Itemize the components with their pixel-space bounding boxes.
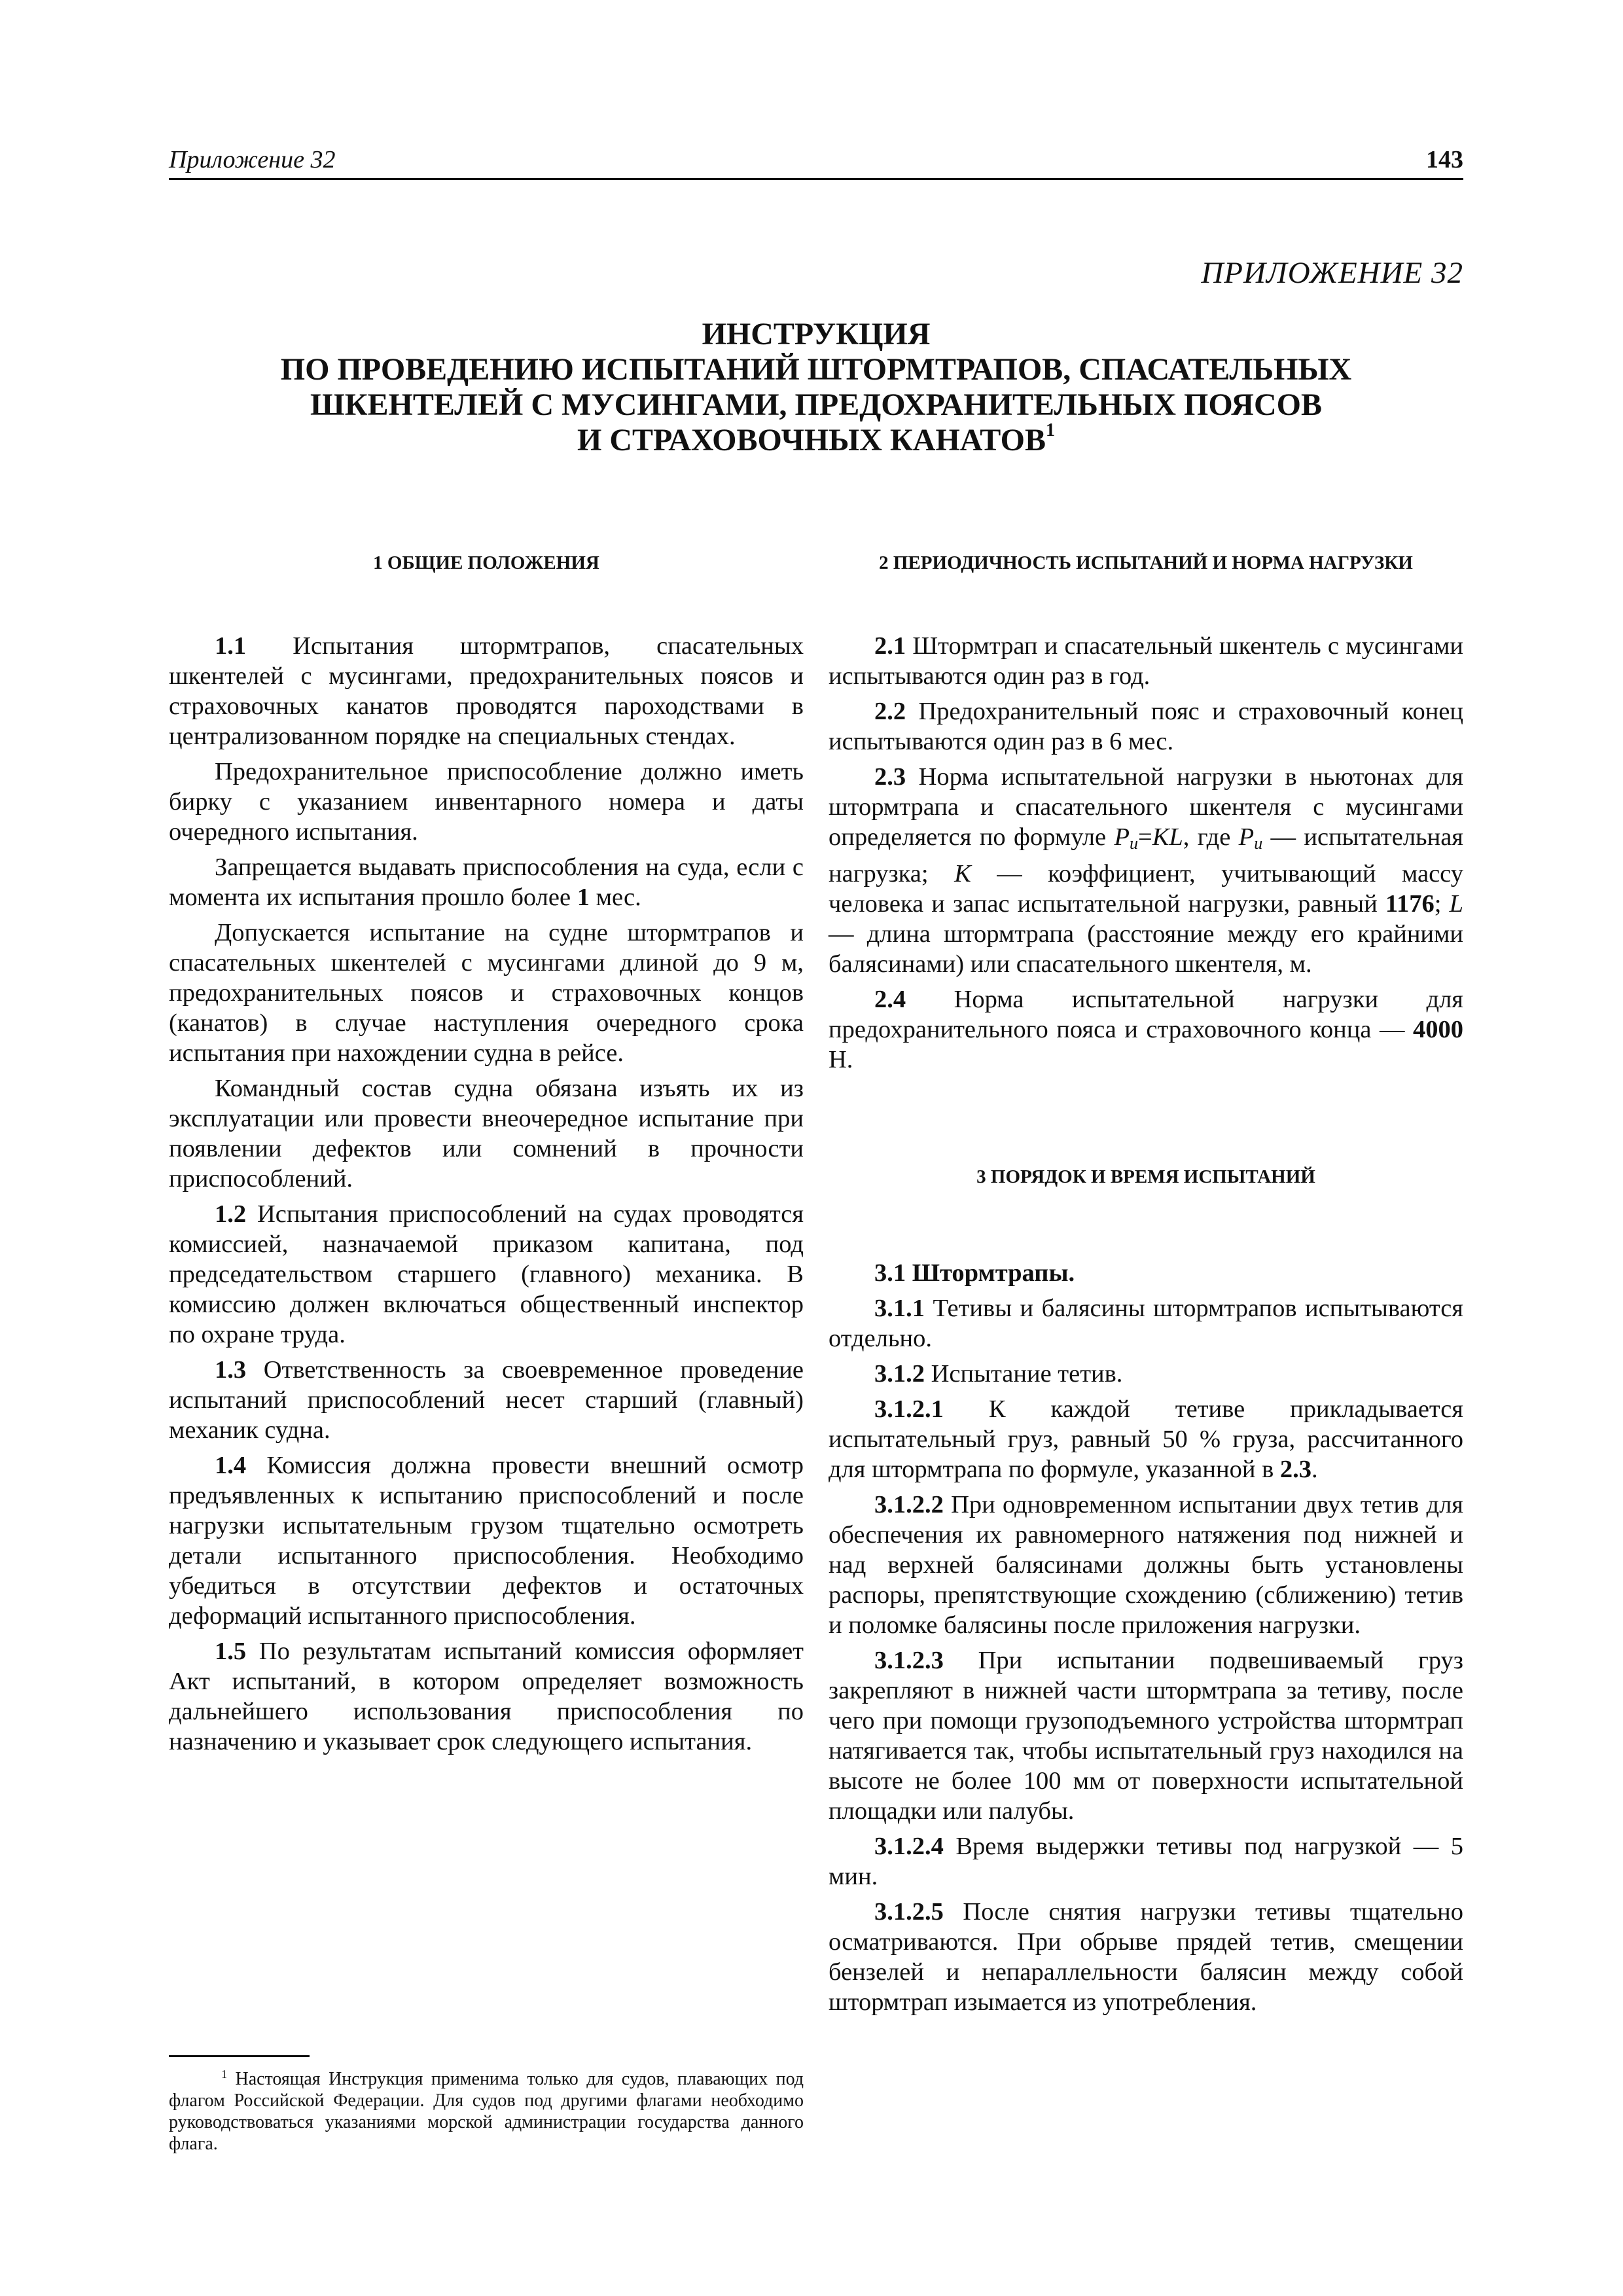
clause-number: 3.1.1: [874, 1295, 925, 1322]
paragraph-1-1-d: [169, 918, 804, 1068]
appendix-label: ПРИЛОЖЕНИЕ 32: [1201, 256, 1463, 290]
paragraph-text: К каждой тетиве прикладывается испытательный груз, равный 50 % груза, рассчитанного для штормтрапа по формуле, указанной в: [829, 1395, 1464, 1483]
paragraph-text: Н.: [829, 1046, 853, 1073]
paragraph-text: Командный состав судна обязана изъять их из эксплуатации или провести внеочередное испытание при появлении дефектов или сомнений в прочности приспособлений.: [169, 1075, 804, 1193]
subsection-heading: 3.1 Штормтрапы.: [874, 1259, 1075, 1287]
bold-value: 4000: [1413, 1016, 1463, 1043]
formula-P: P: [1114, 823, 1130, 851]
bold-value: 1176: [1385, 890, 1435, 918]
clause-number: 2.3: [874, 763, 906, 791]
page-number: 143: [1426, 146, 1463, 173]
formula-KL: KL: [1152, 823, 1183, 851]
right-column: [829, 550, 1463, 2022]
clause-number: 1.4: [215, 1452, 247, 1479]
paragraph-text: — длина штормтрапа (расстояние между его крайними балясинами) или спасательного шкентеля, м.: [829, 920, 1463, 978]
paragraph-1-5: [169, 1636, 804, 1757]
left-column: [169, 550, 804, 1762]
paragraph-text: Норма испытательной нагрузки для предохранительного пояса и страховочного конца —: [829, 986, 1464, 1043]
symbol-subscript: и: [1254, 834, 1263, 853]
paragraph-text: При одновременном испытании двух тетив для обеспечения их равномерного натяжения под нижней и над верхней балясинами должны быть установлены распоры, препятствующие схождению (сближению) тетив и поломке балясины после приложения нагрузки.: [829, 1491, 1463, 1639]
clause-number: 3.1.2.1: [874, 1395, 944, 1423]
paragraph-text: Предохранительное приспособление должно иметь бирку с указанием инвентарного номера и даты очередного испытания.: [169, 758, 804, 846]
document-title: [169, 317, 1463, 458]
paragraph-text: Время выдержки тетивы под нагрузкой — 5 мин.: [829, 1833, 1463, 1890]
paragraph-text: Норма испытательной нагрузки в ньютонах для штормтрапа и спасательного шкентеля с мусингами определяется по формуле: [829, 763, 1463, 851]
clause-number: 2.1: [874, 632, 906, 660]
paragraph-text: Ответственность за своевременное проведение испытаний приспособлений несет старший (главный) механик судна.: [169, 1356, 804, 1444]
paragraph-2-1: [829, 631, 1463, 691]
footnote: [169, 2068, 804, 2155]
footnote-text: Настоящая Инструкция применима только для судов, плавающих под флагом Российской Федерации. Для судов под другими флагами необходимо руководствоваться указаниями морской администрации государства данного флага.: [169, 2069, 804, 2154]
title-line-4-text: И СТРАХОВОЧНЫХ КАНАТОВ: [577, 423, 1046, 457]
section-1-title: 1 ОБЩИЕ ПОЛОЖЕНИЯ: [373, 552, 599, 573]
paragraph-text: Предохранительный пояс и страховочный конец испытываются один раз в 6 мес.: [829, 698, 1463, 755]
paragraph-text: Испытания штормтрапов, спасательных шкентелей с мусингами, предохранительных поясов и страховочных канатов проводятся пароходствами в централизованном порядке на специальных стендах.: [169, 632, 804, 750]
clause-number: 2.2: [874, 698, 906, 725]
clause-number: 3.1.2.4: [874, 1833, 944, 1860]
paragraph-text: Тетивы и балясины штормтрапов испытываются отдельно.: [829, 1295, 1463, 1352]
symbol-P: P: [1238, 823, 1255, 851]
paragraph-3-1-2-3: [829, 1645, 1463, 1826]
paragraph-text: Штормтрап и спасательный шкентель с мусингами испытываются один раз в год.: [829, 632, 1463, 690]
paragraph-text: , где: [1183, 823, 1231, 851]
paragraph-1-3: [169, 1355, 804, 1445]
paragraph-text: При испытании подвешиваемый груз закрепляют в нижней части штормтрапа за тетиву, после чего при помощи грузоподъемного устройства штормтрап натягивается так, чтобы испытательный груз находился на высоте не более 100 мм от поверхности испытательной площадки или палубы.: [829, 1647, 1463, 1825]
paragraph-text: — испытательная нагрузка;: [829, 823, 1464, 888]
clause-number: 1.5: [215, 1638, 247, 1665]
running-title: Приложение 32: [169, 146, 336, 173]
paragraph-1-1-c: [169, 852, 804, 912]
paragraph-text: мес.: [596, 884, 641, 911]
paragraph-3-1-2: [829, 1359, 1463, 1389]
section-2-title: 2 ПЕРИОДИЧНОСТЬ ИСПЫТАНИЙ И НОРМА НАГРУЗКИ: [879, 552, 1413, 573]
paragraph-text: Испытание тетив.: [931, 1360, 1123, 1388]
formula-equals: =: [1137, 823, 1152, 851]
header-rule: [169, 178, 1463, 180]
paragraph-text: Запрещается выдавать приспособления на суда, если с момента их испытания прошло более: [169, 853, 804, 911]
symbol-L: L: [1449, 890, 1464, 918]
title-footnote-mark: 1: [1045, 420, 1055, 440]
paragraph-text: После снятия нагрузки тетивы тщательно осматриваются. При обрыве прядей тетив, смещении бензелей и непараллельности балясин между собой штормтрап изымается из употребления.: [829, 1898, 1464, 2016]
paragraph-2-2: [829, 696, 1463, 757]
running-head: [169, 145, 1463, 179]
formula-subscript: и: [1129, 834, 1138, 853]
clause-number: 3.1.2.5: [874, 1898, 944, 1926]
clause-number: 1.3: [215, 1356, 247, 1384]
clause-number: 1.2: [215, 1200, 247, 1228]
paragraph-1-1-b: [169, 757, 804, 847]
paragraph-3-1-2-2: [829, 1490, 1463, 1640]
footnote-mark: 1: [221, 2068, 227, 2081]
paragraph-3-1-1: [829, 1293, 1463, 1354]
paragraph-text: Комиссия должна провести внешний осмотр предъявленных к испытанию приспособлений и после нагрузки испытательным грузом тщательно осмотреть детали испытанного приспособления. Необходимо убедиться в отсутствии дефектов и остаточных деформаций испытанного приспособления.: [169, 1452, 804, 1630]
symbol-K: K: [954, 860, 971, 888]
clause-number: 3.1.2.2: [874, 1491, 944, 1518]
paragraph-1-1-e: [169, 1073, 804, 1194]
clause-reference: 2.3: [1279, 1456, 1312, 1483]
clause-number: 3.1.2: [874, 1360, 925, 1388]
paragraph-text: Испытания приспособлений на судах проводятся комиссией, назначаемой приказом капитана, под председательством старшего (главного) механика. В комиссию должен включаться общественный инспектор по охране труда.: [169, 1200, 804, 1348]
paragraph-1-4: [169, 1450, 804, 1631]
paragraph-text: .: [1311, 1456, 1318, 1483]
title-line-3: ШКЕНТЕЛЕЙ С МУСИНГАМИ, ПРЕДОХРАНИТЕЛЬНЫХ ПОЯСОВ: [310, 387, 1322, 422]
section-3-title: 3 ПОРЯДОК И ВРЕМЯ ИСПЫТАНИЙ: [976, 1166, 1315, 1187]
paragraph-2-3: [829, 762, 1463, 979]
paragraph-3-1-2-1: [829, 1394, 1463, 1484]
clause-number: 1.1: [215, 632, 247, 660]
footnote-rule: [169, 2055, 310, 2057]
paragraph-1-2: [169, 1199, 804, 1350]
paragraph-3-1-2-5: [829, 1897, 1463, 2017]
clause-number: 2.4: [874, 986, 906, 1013]
paragraph-text: — коэффициент, учитывающий массу человека и запас испытательной нагрузки, равный: [829, 860, 1463, 918]
paragraph-3-1-2-4: [829, 1831, 1463, 1892]
title-line-2: ПО ПРОВЕДЕНИЮ ИСПЫТАНИЙ ШТОРМТРАПОВ, СПАСАТЕЛЬНЫХ: [280, 352, 1352, 387]
title-line-1: ИНСТРУКЦИЯ: [702, 317, 931, 351]
clause-number: 3.1.2.3: [874, 1647, 944, 1674]
paragraph-text: По результатам испытаний комиссия оформляет Акт испытаний, в котором определяет возможность дальнейшего использования приспособления по назначению и указывает срок следующего испытания.: [169, 1638, 804, 1755]
bold-value: 1: [577, 884, 590, 911]
paragraph-1-1: [169, 631, 804, 751]
heading-3-1: [829, 1258, 1463, 1288]
title-line-4: [169, 420, 1463, 458]
paragraph-2-4: [829, 984, 1463, 1075]
paragraph-text: ;: [1434, 890, 1442, 918]
paragraph-text: Допускается испытание на судне штормтрапов и спасательных шкентелей с мусингами длиной до 9 м, предохранительных поясов и страховочных концов (канатов) в случае наступления очередного срока испытания при нахождении судна в рейсе.: [169, 919, 804, 1067]
